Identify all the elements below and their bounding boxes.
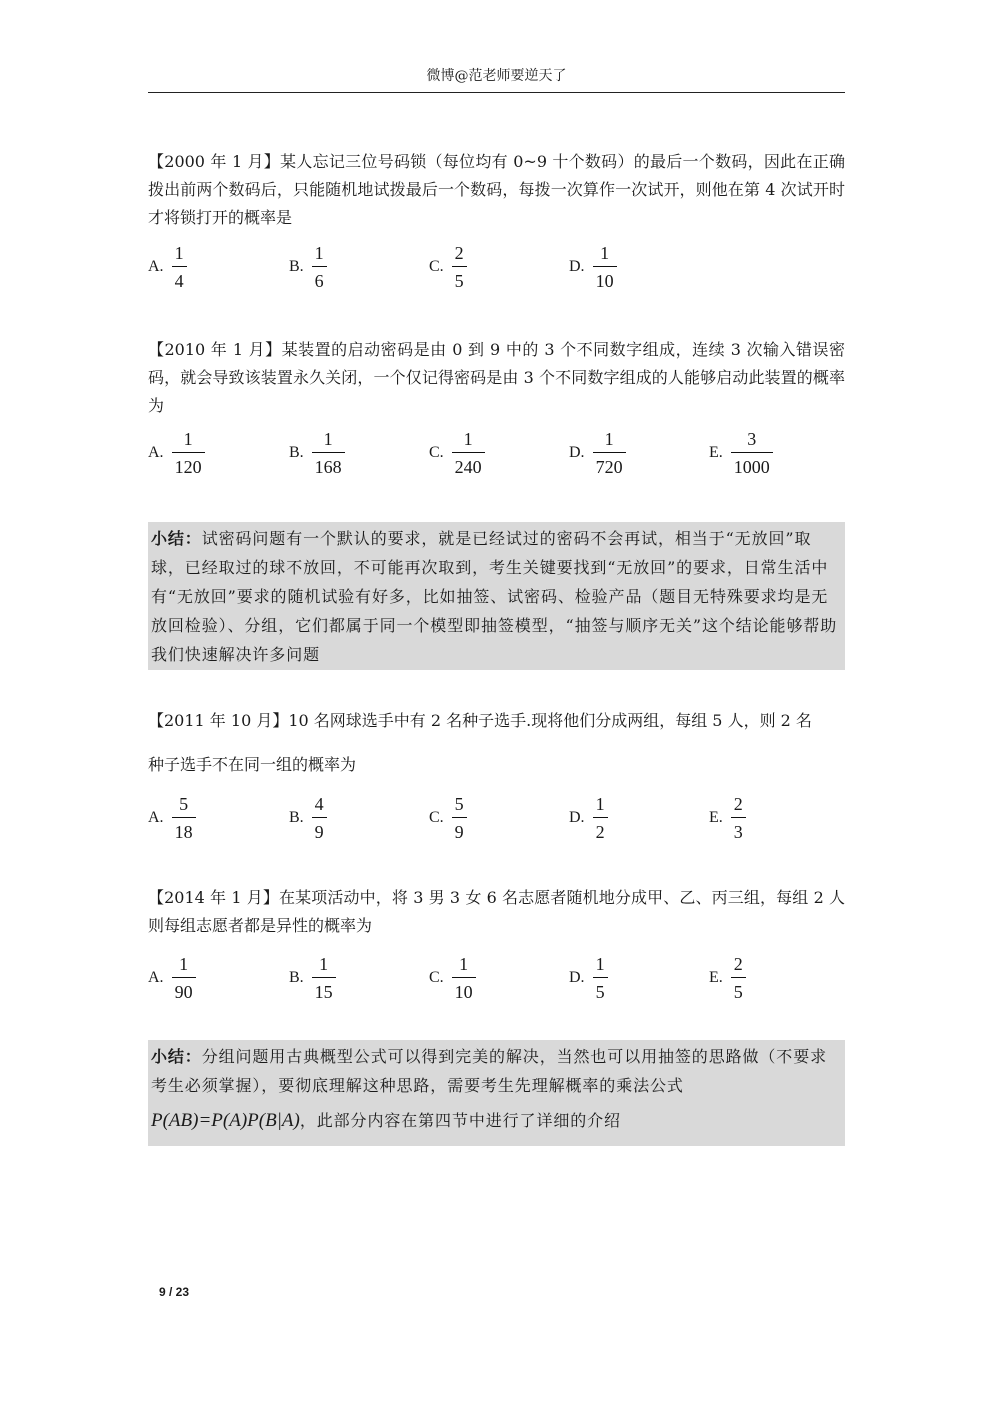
summary-label: 小结：	[151, 1047, 202, 1066]
fraction: $\frac{1}{6}$	[312, 242, 327, 292]
option-e: E. $\frac{2}{5}$	[709, 950, 746, 1006]
fraction: $\frac{1}{2}$	[593, 793, 608, 843]
question-4-options	[148, 950, 845, 1006]
option-b: B. $\frac{1}{15}$	[289, 950, 336, 1006]
option-d: D. $\frac{1}{10}$	[569, 239, 617, 295]
summary-text: 分组问题用古典概型公式可以得到完美的解决，当然也可以用抽签的思路做（不要求考生必须掌握），要彻底理解这种思路，需要考生先理解概率的乘法公式	[151, 1047, 828, 1095]
option-c: C. $\frac{2}{5}$	[429, 239, 467, 295]
question-1-text: 【2000 年 1 月】某人忘记三位号码锁（每位均有 0~9 十个数码）的最后一个数码，因此在正确拨出前两个数码后，只能随机地试拨最后一个数码，每拨一次算作一次试开，则他在第 4 次试开时才将锁打开的概率是	[148, 152, 845, 227]
fraction: $\frac{1}{10}$	[452, 953, 476, 1003]
fraction: $\frac{1}{90}$	[172, 953, 196, 1003]
option-a: A. $\frac{1}{4}$	[148, 239, 187, 295]
fraction: $\frac{1}{168}$	[312, 428, 345, 478]
fraction: $\frac{3}{1000}$	[731, 428, 773, 478]
option-e: E. $\frac{2}{3}$	[709, 790, 746, 846]
option-a: A. $\frac{1}{90}$	[148, 950, 196, 1006]
option-d: D. $\frac{1}{5}$	[569, 950, 608, 1006]
fraction: $\frac{5}{9}$	[452, 793, 467, 843]
question-3-options	[148, 790, 845, 846]
fraction: $\frac{1}{720}$	[593, 428, 626, 478]
summary-box-1	[148, 522, 845, 670]
fraction: $\frac{1}{5}$	[593, 953, 608, 1003]
fraction: $\frac{1}{240}$	[452, 428, 485, 478]
fraction: $\frac{1}{4}$	[172, 242, 187, 292]
fraction: $\frac{2}{5}$	[452, 242, 467, 292]
fraction: $\frac{5}{18}$	[172, 793, 196, 843]
question-1-options	[148, 239, 845, 295]
summary-label: 小结：	[151, 529, 202, 548]
fraction: $\frac{2}{5}$	[731, 953, 746, 1003]
option-b: B. $\frac{1}{168}$	[289, 425, 345, 481]
option-b: B. $\frac{1}{6}$	[289, 239, 327, 295]
fraction: $\frac{1}{15}$	[312, 953, 336, 1003]
fraction: $\frac{1}{120}$	[172, 428, 205, 478]
question-4-text: 【2014 年 1 月】在某项活动中，将 3 男 3 女 6 名志愿者随机地分成甲、乙、丙三组，每组 2 人则每组志愿者都是异性的概率为	[148, 888, 845, 935]
option-c: C. $\frac{1}{240}$	[429, 425, 485, 481]
option-d: D. $\frac{1}{2}$	[569, 790, 608, 846]
multiplication-formula: P(AB)=P(A)P(B|A)	[151, 1110, 300, 1131]
option-e: E. $\frac{3}{1000}$	[709, 425, 773, 481]
page-number: 9 / 23	[159, 1285, 190, 1299]
fraction: $\frac{1}{10}$	[593, 242, 617, 292]
option-a: A. $\frac{5}{18}$	[148, 790, 196, 846]
summary-text-after: ，此部分内容在第四节中进行了详细的介绍	[299, 1111, 621, 1130]
option-d: D. $\frac{1}{720}$	[569, 425, 626, 481]
option-c: C. $\frac{5}{9}$	[429, 790, 467, 846]
option-c: C. $\frac{1}{10}$	[429, 950, 476, 1006]
page-header: 微博@范老师要逆天了	[148, 66, 845, 93]
fraction: $\frac{2}{3}$	[731, 793, 746, 843]
summary-text: 试密码问题有一个默认的要求，就是已经试过的密码不会再试，相当于“无放回”取球，已经取过的球不放回，不可能再次取到，考生关键要找到“无放回”的要求，日常生活中有“无放回”要求的随机试验有好多，比如抽签、试密码、检验产品（题目无特殊要求均是无放回检验）、分组，它们都属于同一个模型即抽签模型，“抽签与顺序无关”这个结论能够帮助我们快速解决许多问题	[151, 529, 838, 664]
question-3-text: 【2011 年 10 月】10 名网球选手中有 2 名种子选手.现将他们分成两组，每组 5 人，则 2 名 种子选手不在同一组的概率为	[148, 711, 812, 774]
option-a: A. $\frac{1}{120}$	[148, 425, 205, 481]
fraction: $\frac{4}{9}$	[312, 793, 327, 843]
question-2-text: 【2010 年 1 月】某装置的启动密码是由 0 到 9 中的 3 个不同数字组成，连续 3 次输入错误密码，就会导致该装置永久关闭，一个仅记得密码是由 3 个不同数字组成的人能够启动此装置的概率为	[148, 340, 845, 415]
question-2-options	[148, 425, 845, 481]
option-b: B. $\frac{4}{9}$	[289, 790, 327, 846]
summary-box-2	[148, 1040, 845, 1146]
